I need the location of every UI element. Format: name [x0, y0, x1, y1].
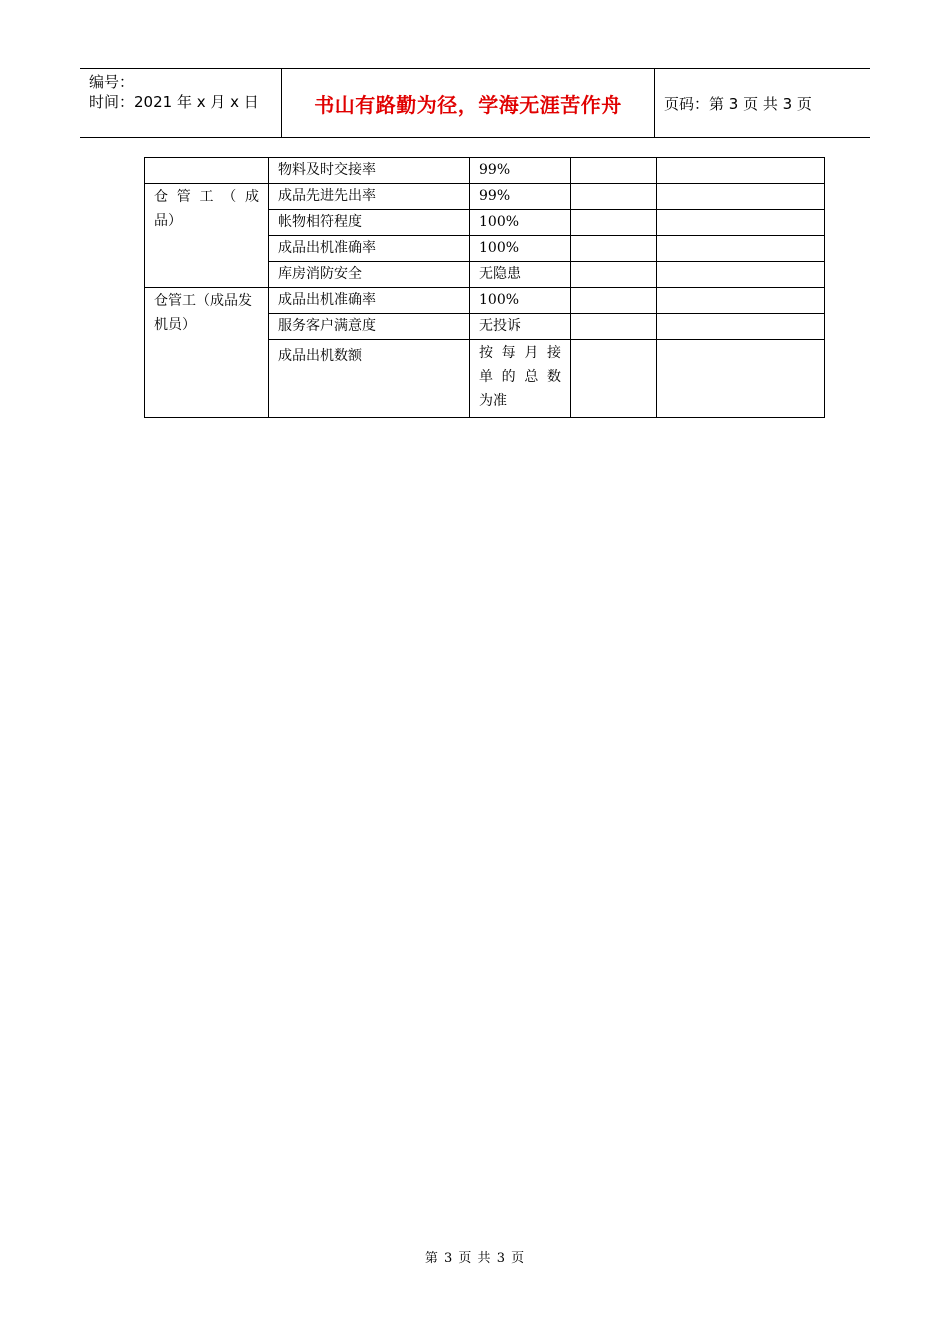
table-row	[145, 288, 825, 314]
header-page-info: 页码：第 3 页 共 3 页	[664, 95, 812, 113]
empty-cell	[571, 184, 657, 210]
item-cell: 成品出机准确率	[269, 288, 470, 314]
empty-cell	[571, 340, 657, 418]
empty-cell	[571, 210, 657, 236]
item-cell: 库房消防安全	[269, 262, 470, 288]
empty-cell	[571, 314, 657, 340]
empty-cell	[657, 288, 825, 314]
role-cell	[145, 158, 269, 184]
empty-cell	[657, 262, 825, 288]
document-number-label: 编号：	[89, 73, 135, 91]
standard-cell: 按 每 月 接 单 的 总 数 为准	[470, 340, 571, 418]
table-row	[145, 158, 825, 184]
document-date: 时间：2021 年 x 月 x 日	[89, 93, 259, 111]
standard-cell: 无隐患	[470, 262, 571, 288]
item-cell: 成品先进先出率	[269, 184, 470, 210]
standard-cell: 100%	[470, 288, 571, 314]
header-divider	[654, 69, 655, 137]
empty-cell	[657, 340, 825, 418]
standard-cell: 99%	[470, 158, 571, 184]
item-cell: 成品出机数额	[269, 340, 470, 418]
role-cell: 仓管工（成品发机员）	[145, 288, 269, 418]
empty-cell	[657, 314, 825, 340]
empty-cell	[571, 262, 657, 288]
empty-cell	[657, 158, 825, 184]
standard-cell: 100%	[470, 210, 571, 236]
item-cell: 物料及时交接率	[269, 158, 470, 184]
role-cell: 仓 管 工 （ 成品）	[145, 184, 269, 288]
empty-cell	[657, 210, 825, 236]
standard-cell: 无投诉	[470, 314, 571, 340]
table-row	[145, 184, 825, 210]
page-footer: 第 3 页 共 3 页	[424, 1251, 526, 1266]
kpi-table	[144, 157, 825, 418]
empty-cell	[571, 236, 657, 262]
empty-cell	[571, 158, 657, 184]
item-cell: 成品出机准确率	[269, 236, 470, 262]
item-cell: 帐物相符程度	[269, 210, 470, 236]
header-meta	[89, 72, 259, 112]
document-header	[80, 68, 870, 138]
standard-cell: 100%	[470, 236, 571, 262]
header-motto: 书山有路勤为径，学海无涯苦作舟	[314, 92, 622, 117]
item-cell: 服务客户满意度	[269, 314, 470, 340]
empty-cell	[657, 184, 825, 210]
standard-cell: 99%	[470, 184, 571, 210]
empty-cell	[571, 288, 657, 314]
empty-cell	[657, 236, 825, 262]
